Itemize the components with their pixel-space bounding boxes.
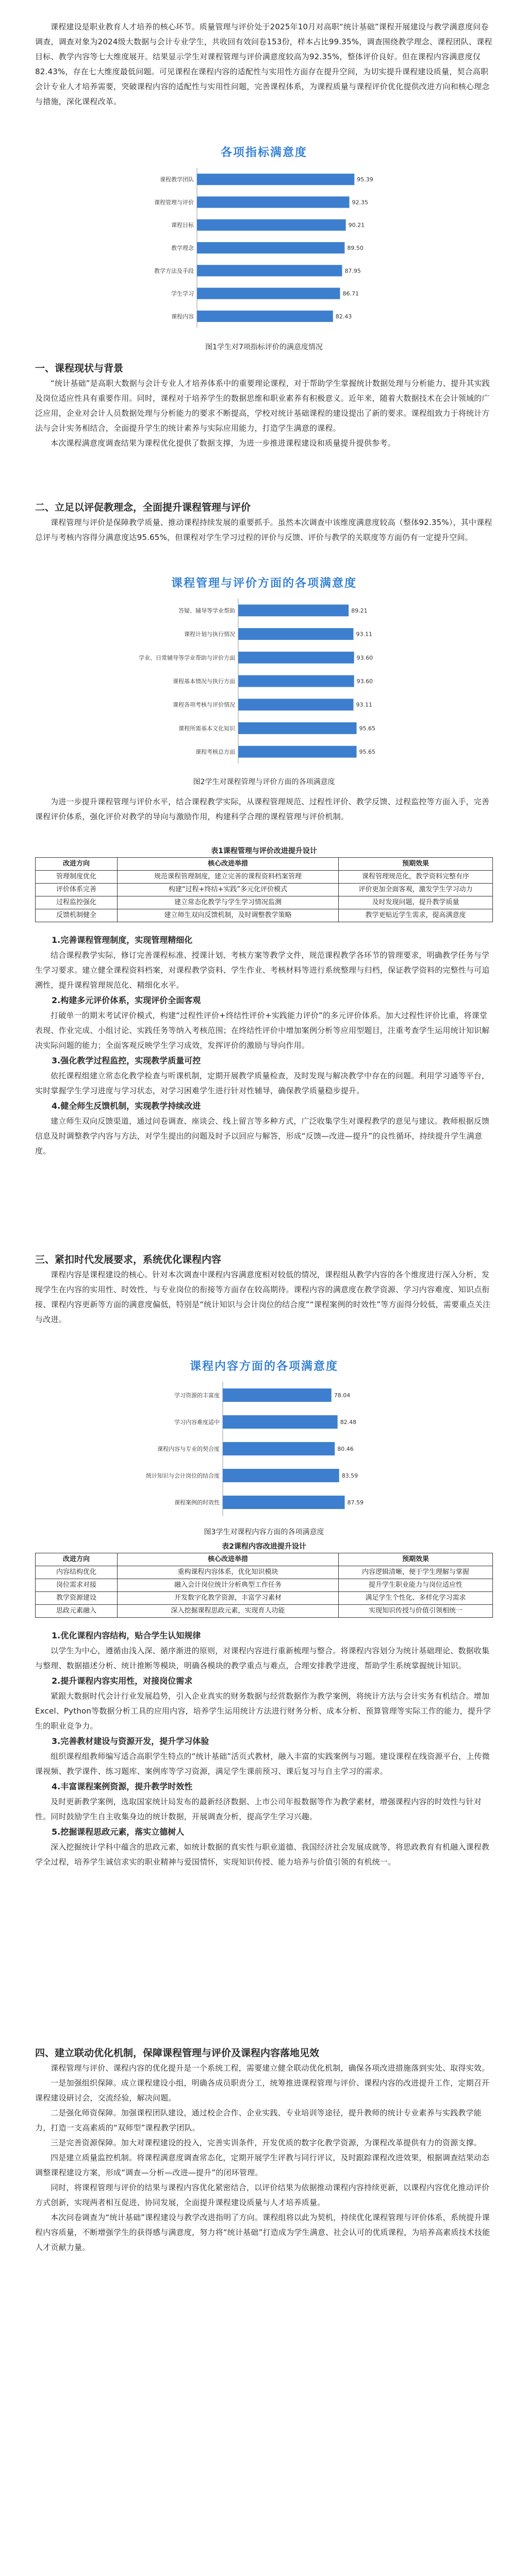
subsection-text: 以学生为中心，遵循由浅入深、循序渐进的原则，对课程内容进行重新梳理与整合。将课程内容划分为统计基础理论、数据收集与整理、数据描述分析、统计推断等模块，明确各模块的教学重点与难点，合理安排教学进度，帮助学生系统掌握统计知识。 (35, 1646, 490, 1670)
bar (197, 265, 342, 276)
section-2-items (35, 933, 493, 1159)
bar (238, 722, 357, 734)
table-cell: 及时发现问题，提升教学质量 (339, 896, 493, 909)
chart-2-title: 课程管理与评价方面的各项满意度 (171, 577, 357, 590)
table-row (36, 1605, 493, 1618)
table-header: 预期效果 (339, 858, 493, 871)
bar (223, 1442, 335, 1455)
table-header: 预期效果 (339, 1553, 493, 1566)
table-cell: 开发数字化教学资源，丰富学习素材 (118, 1592, 339, 1605)
section-4-paragraph: 本次问卷调查为“统计基础”课程建设与教学改进指明了方向。课程组将以此为契机，持续优化课程管理与评价体系，系统提升课程内容质量，不断增强学生的获得感与满意度，努力将“统计基础”打造成为学生满意、社会认可的优质课程，为培养高素质技术技能人才贡献力量。 (35, 2213, 490, 2252)
section-2b (35, 794, 493, 824)
subsection-text: 结合课程教学实际，修订完善课程标准、授课计划、考核方案等教学文件，规范课程教学各环节的管理要求，明确教学任务与学生学习要求。建立健全课程资料档案，对课程教学资料、学生作业、考核材料等进行系统整理与归档，保证教学资料的完整性与可追溯性，提升课程管理规范化、精细化水平。 (35, 951, 490, 990)
table-cell: 深入挖掘课程思政元素，实现育人功能 (118, 1605, 339, 1618)
value-label: 93.60 (356, 654, 373, 662)
category-label: 课程内容与专业的契合度 (157, 1446, 220, 1452)
category-label: 课程计划与执行情况 (184, 631, 235, 638)
table-1-grid (35, 857, 493, 922)
table-row (36, 896, 493, 909)
value-label: 82.43 (335, 313, 352, 320)
value-label: 83.59 (341, 1472, 358, 1479)
chart-3-title: 课程内容方面的各项满意度 (189, 1360, 338, 1373)
section-1-paragraph: “统计基础”是高职大数据与会计专业人才培养体系中的重要理论课程，对于帮助学生掌握统计数据处理与分析能力、提升其实践及岗位适应性具有重要作用。同时，课程对于培养学生的数据思维和职业素养有积极意义。近年来，随着大数据技术在会计领域的广泛应用，企业对会计人员数据处理与分析能力的要求不断提高，学校对统计基础课程的建设提出了新的要求。课程组致力于将统计方法与会计实务相结合，全面提升学生的统计素养与实际应用能力，打造学生满意的课程。 (35, 379, 490, 433)
category-label: 课程考核总方面 (195, 749, 235, 756)
bar (238, 675, 354, 687)
bar (223, 1469, 339, 1482)
category-label: 课程内容 (171, 313, 194, 320)
subsection-title: 1.完善课程管理制度，实现管理精细化 (52, 935, 193, 945)
value-label: 87.95 (344, 267, 361, 275)
section-4-paragraph: 课程管理与评价、课程内容的优化提升是一个系统工程，需要建立健全联动优化机制，确保各项改进措施落到实处、取得实效。 (51, 2063, 490, 2073)
value-label: 89.21 (351, 607, 368, 614)
section-4-paragraph: 二是强化师资保障。加强课程团队建设，通过校企合作、企业实践、专业培训等途径，提升教师的统计专业素养与实践教学能力，打造一支高素质的“双师型”课程教学团队。 (35, 2108, 482, 2132)
section-1 (35, 361, 493, 451)
intro-paragraph: 课程建设是职业教育人才培养的核心环节。质量管理与评价处于2025年10月对高职“统计基础”课程开展建设与教学满意度问卷调查，调查对象为2024级大数据与会计专业学生，共收回有效问卷153份，样本占比99.35%，调查围绕教学理念、课程团队、课程目标、教学内容等七大维度展开。结果显示学生对课程管理与评价满意度较高为92.35%，整体评价良好。但在课程内容满意度仅82.43%，存在七大维度最低问题。可见课程在课程内容的适配性与实用性方面存在提升空间，为切实提升课程建设质量，契合高职会计专业人才培养需要，突破课程内容的适配性与实用性问题，完善课程体系，为课程质量与课程评价优化提供改进方向和核心理念与措施，深化课程改革。 (35, 22, 492, 106)
bar (197, 288, 340, 299)
section-3-heading: 三、紧扣时代发展要求，系统优化课程内容 (35, 1254, 222, 1265)
table-1-title: 表1课程管理与评价改进提升设计 (211, 847, 317, 855)
category-label: 课程教学团队 (160, 176, 194, 183)
section-3-paragraph: 课程内容是课程建设的核心。针对本次调查中课程内容满意度相对较低的情况，课程组从教学内容的各个维度进行深入分析，发现学生在内容的实用性、时效性、与专业岗位的衔接等方面存在较高期待。课程内容的满意度在教学资源、学习内容难度、知识点衔接、课程内容更新等方面的满意度偏低，特别是“统计知识与会计岗位的结合度”“课程案例的时效性”等方面得分较低，需要重点关注与改进。 (35, 1270, 491, 1324)
table-cell: 课程管理规范化，教学资料完整有序 (339, 871, 493, 884)
category-label: 课程基本情况与执行方面 (173, 678, 235, 685)
table-header: 改进方向 (36, 1553, 118, 1566)
table-row (36, 884, 493, 896)
figure-3-caption: 图3学生对课程内容方面的各项满意度 (204, 1528, 324, 1536)
bar (223, 1496, 344, 1509)
table-row (36, 871, 493, 884)
value-label: 82.48 (340, 1419, 357, 1426)
section-2-heading: 二、立足以评促教理念，全面提升课程管理与评价 (35, 502, 251, 513)
bar (197, 219, 346, 231)
table-cell: 满足学生个性化、多样化学习需求 (339, 1592, 493, 1605)
value-label: 80.46 (337, 1446, 354, 1452)
bar (197, 174, 354, 185)
bar (238, 604, 349, 616)
table-cell: 评价体系完善 (36, 884, 118, 896)
category-label: 答疑、辅导等学业帮助 (178, 607, 235, 614)
subsection-text: 及时更新教学案例，选取国家统计局发布的最新经济数据、上市公司年报数据等作为教学素材，增强课程内容的时效性与针对性。同时鼓励学生自主收集身边的统计数据，开展调查分析，提高学生学习兴趣。 (35, 1797, 482, 1821)
bar (223, 1415, 338, 1429)
category-label: 课程所需基本文化知识 (178, 725, 235, 732)
bar (238, 746, 357, 758)
category-label: 课程管理与评价 (154, 199, 194, 206)
category-label: 课程各项考核与评价情况 (173, 701, 235, 708)
subsection-text: 建立师生双向反馈渠道，通过问卷调查、座谈会、线上留言等多种方式，广泛收集学生对课程教学的意见与建议。教师根据反馈信息及时调整教学内容与方法，对学生提出的问题及时予以回应与解答，形成“反馈—改进—提升”的良性循环，持续提升学生满意度。 (35, 1116, 490, 1156)
section-4-paragraph: 四是建立质量监控机制。将课程满意度调查常态化，定期开展学生评教与同行评议，及时跟踪课程改进效果，根据调查结果动态调整课程建设方案，形成“调查—分析—改进—提升”的闭环管理。 (35, 2153, 490, 2177)
table-cell: 提升学生职业能力与岗位适应性 (339, 1579, 493, 1592)
bar (197, 242, 344, 253)
subsection-title: 5.挖掘课程思政元素，落实立德树人 (52, 1827, 185, 1837)
bar (197, 311, 333, 322)
section-3-items (35, 1628, 493, 1870)
table-row (36, 909, 493, 922)
table-cell: 建立常态化教学与学生学习情况监测 (118, 896, 339, 909)
bar (238, 628, 353, 640)
subsection-title: 2.提升课程内容实用性，对接岗位需求 (52, 1676, 193, 1686)
section-4-paragraph: 一是加强组织保障。成立课程建设小组，明确各成员职责分工，统筹推进课程管理与评价、课程内容的改进提升工作，定期召开课程建设研讨会，交流经验，解决问题。 (35, 2078, 490, 2103)
category-label: 教学方法及手段 (154, 267, 194, 275)
category-label: 学习内容难度适中 (174, 1419, 220, 1426)
chart-2-plot (135, 594, 393, 769)
table-cell: 内容逻辑清晰，便于学生理解与掌握 (339, 1566, 493, 1579)
chart-3-plot (135, 1377, 393, 1521)
bar (238, 652, 354, 664)
category-label: 学习资源的丰富度 (174, 1392, 220, 1399)
table-header: 核心改进举措 (118, 858, 339, 871)
table-cell: 反馈机制健全 (36, 909, 118, 922)
section-4-paragraph: 同时，将课程管理与评价的结果与课程内容优化紧密结合，以评价结果为依据推动课程内容持续更新，以课程内容优化推动评价方式创新，实现两者相互促进、协同发展，全面提升课程建设质量与人才培养质量。 (35, 2183, 490, 2207)
intro (35, 20, 493, 109)
table-cell: 教学更贴近学生需求，提高满意度 (339, 909, 493, 922)
table-cell: 构建“过程+终结+实践”多元化评价模式 (118, 884, 339, 896)
subsection-text: 依托课程组建立常态化教学检查与听课机制，定期开展教学质量检查，及时发现与解决教学中存在的问题。利用学习通等平台，实时掌握学生学习进度与学习状态，对学习困难学生进行针对性辅导，确保教学质量稳步提升。 (35, 1071, 490, 1095)
figure-1-caption: 图1学生对7项指标评价的满意度情况 (205, 343, 323, 351)
subsection-title: 3.强化教学过程监控，实现教学质量可控 (52, 1056, 201, 1065)
subsection-text: 组织课程组教师编写适合高职学生特点的“统计基础”活页式教材，融入丰富的实践案例与习题。建设课程在线资源平台，上传微课视频、教学课件、练习题库、案例库等学习资源，满足学生课前预习、课后复习与自主学习的需求。 (35, 1752, 490, 1776)
value-label: 93.11 (356, 701, 372, 708)
category-label: 课程目标 (171, 222, 194, 229)
bar (197, 196, 350, 208)
value-label: 93.60 (356, 678, 373, 685)
bar (238, 699, 353, 710)
table-1 (35, 845, 493, 922)
table-cell: 建立师生双向反馈机制，及时调整教学策略 (118, 909, 339, 922)
chart-1 (135, 142, 393, 333)
value-label: 86.71 (342, 290, 359, 297)
table-cell: 过程监控强化 (36, 896, 118, 909)
section-4 (35, 2045, 493, 2255)
section-1-heading: 一、课程现状与背景 (35, 363, 124, 374)
table-cell: 岗位需求对接 (36, 1579, 118, 1592)
chart-2 (135, 573, 393, 769)
section-2b-paragraph: 为进一步提升课程管理与评价水平，结合课程教学实际，从课程管理规范、过程性评价、教学反馈、过程监控等方面入手，完善课程评价体系，强化评价对教学的导向与激励作用，构建科学合理的课程管理与评价机制。 (35, 797, 490, 821)
subsection-title: 1.优化课程内容结构，贴合学生认知规律 (52, 1631, 201, 1640)
category-label: 教学理念 (171, 245, 194, 251)
section-3 (35, 1252, 493, 1327)
table-2-title: 表2课程内容改进提升设计 (222, 1543, 306, 1551)
category-label: 统计知识与会计岗位的结合度 (146, 1472, 220, 1479)
value-label: 95.65 (359, 749, 376, 756)
section-1-paragraph: 本次课程满意度调查结果为课程优化提供了数据支撑，为进一步推进课程建设和质量提升提供参考。 (51, 438, 395, 448)
bar (223, 1388, 332, 1402)
table-header: 改进方向 (36, 858, 118, 871)
chart-1-plot (135, 163, 393, 333)
subsection-title: 3.完善教材建设与资源开发，提升学习体验 (52, 1736, 209, 1746)
figure-2-caption: 图2学生对课程管理与评价方面的各项满意度 (193, 778, 335, 786)
table-row (36, 1579, 493, 1592)
table-cell: 内容结构优化 (36, 1566, 118, 1579)
table-cell: 规范课程管理制度，建立完善的课程资料档案管理 (118, 871, 339, 884)
table-cell: 实现知识传授与价值引领相统一 (339, 1605, 493, 1618)
value-label: 90.21 (348, 222, 365, 229)
table-2-grid (35, 1553, 493, 1618)
value-label: 95.65 (359, 725, 376, 732)
subsection-title: 4.丰富课程案例资源，提升教学时效性 (52, 1782, 193, 1791)
subsection-title: 2.构建多元评价体系，实现评价全面客观 (52, 995, 201, 1005)
subsection-text: 紧跟大数据时代会计行业发展趋势，引入企业真实的财务数据与经营数据作为教学案例，将统计方法与会计实务有机结合。增加Excel、Python等数据分析工具的应用内容，培养学生运用统计方法进行财务分析、成本分析、预算管理等实际工作的能力，提升学生的职业竞争力。 (35, 1691, 491, 1731)
subsection-text: 深入挖掘统计学科中蕴含的思政元素，如统计数据的真实性与职业道德、我国经济社会发展成就等，将思政教育有机融入课程教学全过程，培养学生诚信求实的职业精神与爱国情怀，实现知识传授、能力培养与价值引领的有机统一。 (35, 1842, 490, 1867)
section-4-heading: 四、建立联动优化机制，保障课程管理与评价及课程内容落地见效 (35, 2047, 320, 2059)
table-row (36, 1566, 493, 1579)
subsection-title: 4.健全师生反馈机制，实现教学持续改进 (52, 1101, 201, 1111)
category-label: 学业、日常辅导等学业帮助与评价方面 (139, 654, 235, 662)
value-label: 87.59 (347, 1499, 364, 1506)
category-label: 课程案例的时效性 (174, 1499, 220, 1506)
section-2-paragraph: 课程管理与评价是保障教学质量、推动课程持续发展的重要抓手。虽然本次调查中该维度满意度较高（整体92.35%），其中课程总评与考核内容得分满意度达95.65%，但课程对学生学习过程的评价与反馈、评价与教学的关联度等方面仍有一定提升空间。 (35, 518, 492, 542)
value-label: 95.39 (357, 176, 373, 183)
table-row (36, 1592, 493, 1605)
chart-1-title: 各项指标满意度 (220, 146, 307, 159)
chart-3 (135, 1356, 393, 1521)
table-2 (35, 1540, 493, 1618)
table-header: 核心改进举措 (118, 1553, 339, 1566)
section-2 (35, 500, 493, 545)
table-cell: 教学资源建设 (36, 1592, 118, 1605)
value-label: 92.35 (352, 199, 369, 206)
value-label: 93.11 (356, 631, 372, 638)
table-cell: 评价更加全面客观，激发学生学习动力 (339, 884, 493, 896)
value-label: 78.04 (334, 1392, 351, 1399)
table-cell: 管理制度优化 (36, 871, 118, 884)
table-cell: 重构课程内容体系，优化知识模块 (118, 1566, 339, 1579)
section-4-paragraph: 三是完善资源保障。加大对课程建设的投入，完善实训条件，开发优质的数字化教学资源，为课程改革提供有力的资源支撑。 (51, 2138, 482, 2147)
table-cell: 融入会计岗位统计分析典型工作任务 (118, 1579, 339, 1592)
category-label: 学生学习 (171, 290, 194, 297)
subsection-text: 打破单一的期末考试评价模式，构建“过程性评价+终结性评价+实践能力评价”的多元评价体系。加大过程性评价比重，将课堂表现、作业完成、小组讨论、实践任务等纳入考核范围；在终结性评价中增加案例分析等应用型题目，注重考查学生运用统计知识解决实际问题的能力；全面客观反映学生学习成效，发挥评价的激励与导向作用。 (35, 1011, 490, 1050)
table-cell: 思政元素融入 (36, 1605, 118, 1618)
value-label: 89.50 (347, 245, 364, 251)
